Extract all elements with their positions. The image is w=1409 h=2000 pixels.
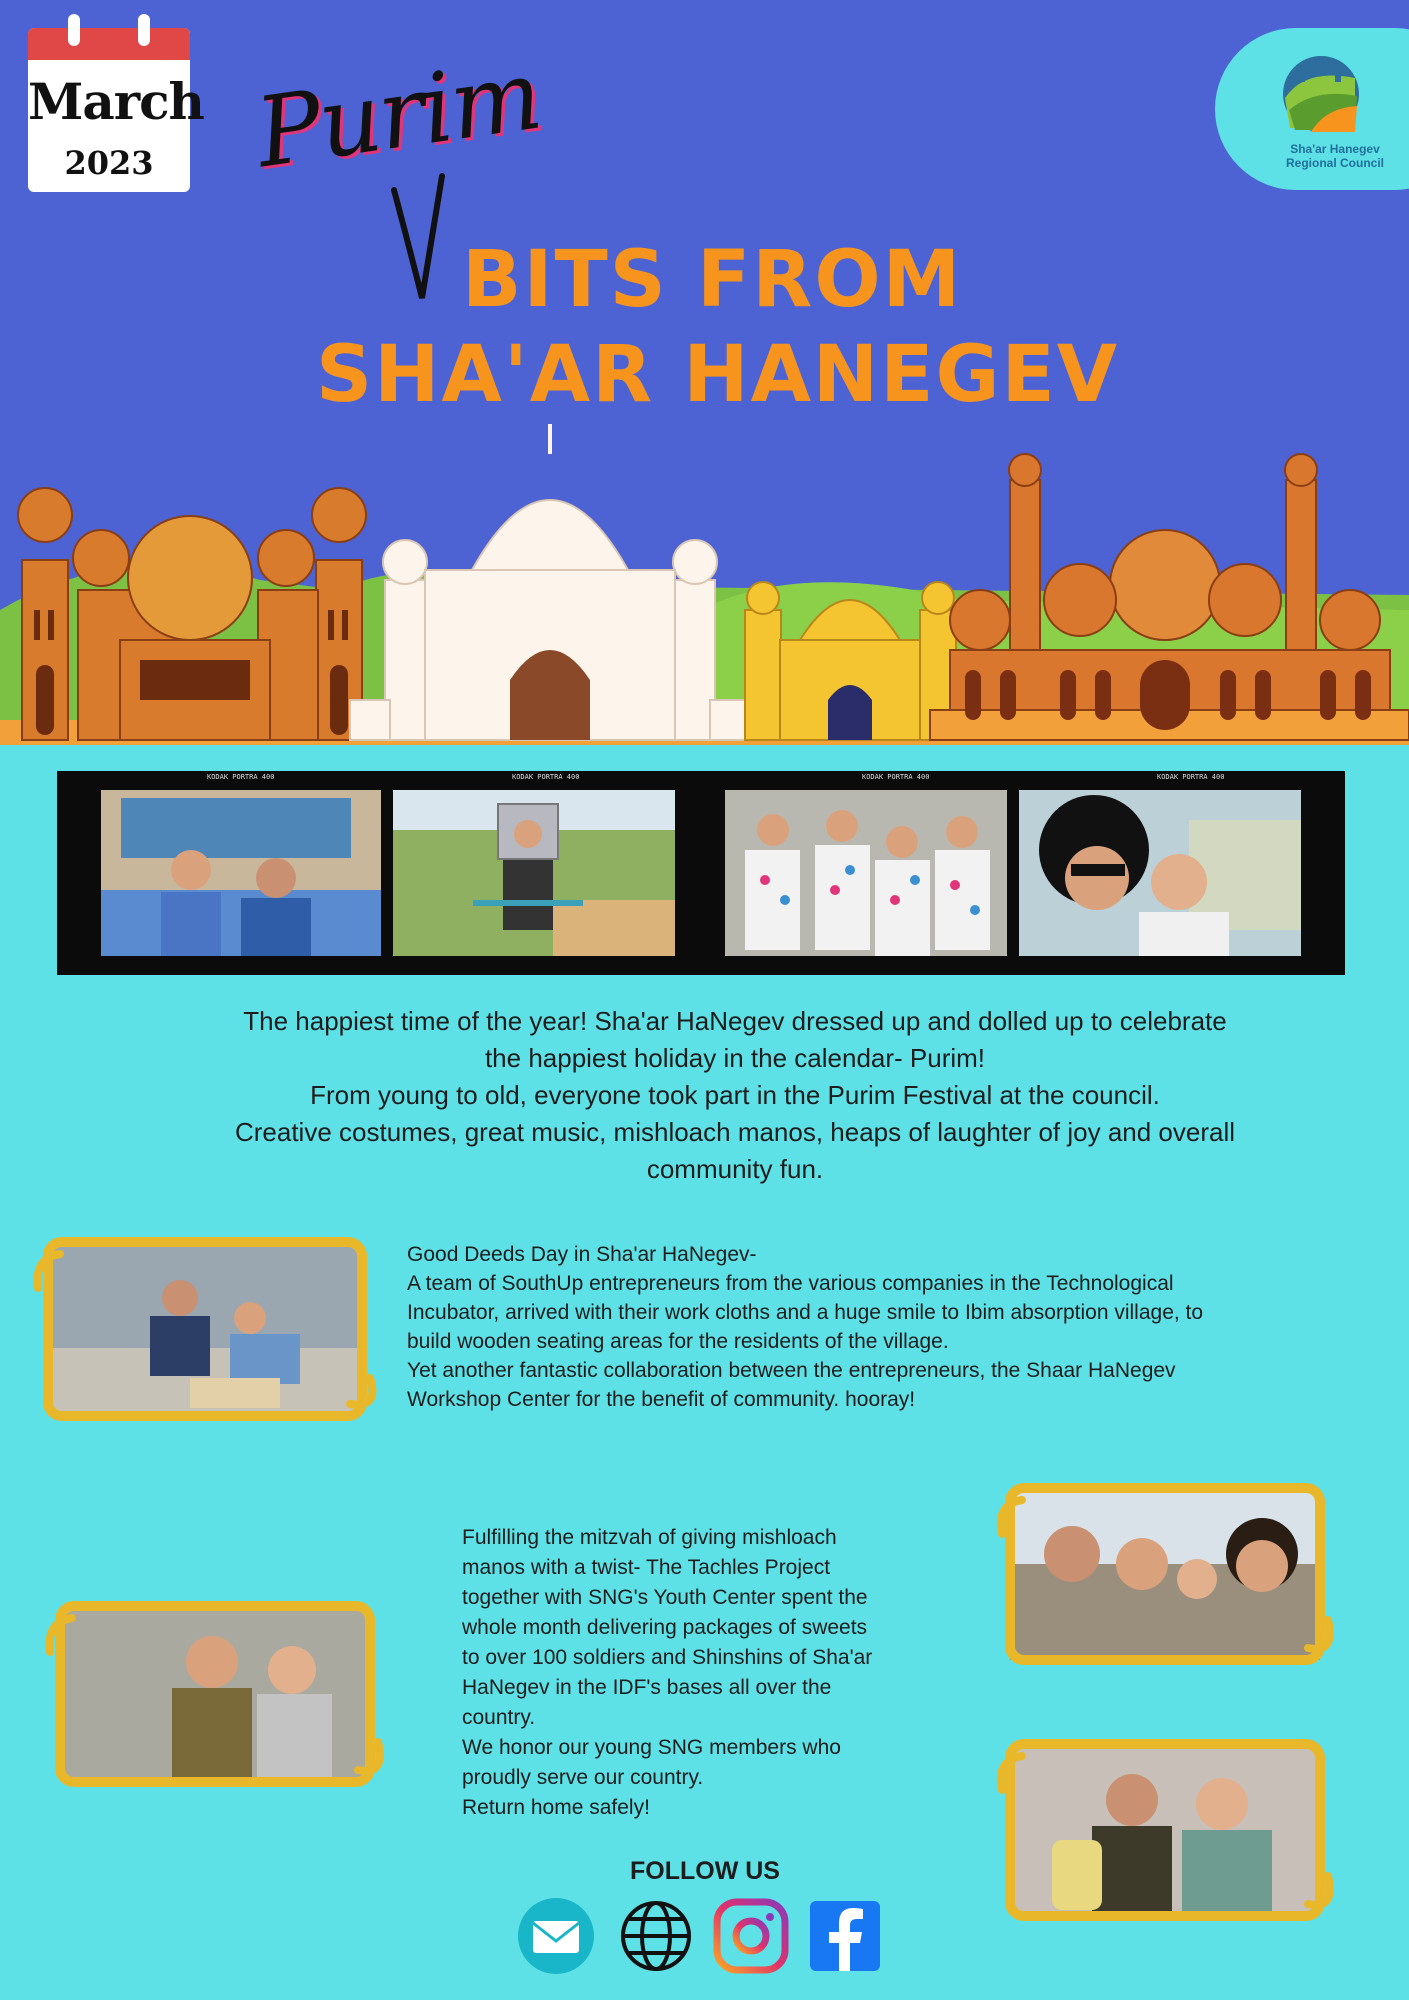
intro-line: the happiest holiday in the calendar- Purim! bbox=[484, 1043, 986, 1073]
film-label-1: KODAK PORTRA 400 bbox=[207, 773, 275, 781]
follow-us-label: FOLLOW US bbox=[630, 1857, 780, 1885]
mitzvah-line: We honor our young SNG members who bbox=[462, 1736, 841, 1759]
photo-group-smiles[interactable] bbox=[992, 1474, 1337, 1674]
photo-soldiers-packages[interactable] bbox=[42, 1592, 387, 1796]
photo-purim-costumes[interactable] bbox=[101, 790, 381, 956]
photo-painted-costumes[interactable] bbox=[725, 790, 1007, 956]
email-icon[interactable] bbox=[517, 1897, 595, 1975]
globe-icon[interactable] bbox=[617, 1897, 695, 1975]
purim-script: Purim bbox=[249, 38, 547, 190]
mitzvah-line: manos with a twist- The Tachles Project bbox=[462, 1556, 831, 1579]
title-line2: SHA'AR HANEGEV bbox=[316, 330, 1120, 420]
intro-line: The happiest time of the year! Sha'ar HaNegev dressed up and dolled up to celebrate bbox=[243, 1006, 1227, 1036]
mitzvah-line: Return home safely! bbox=[462, 1796, 650, 1819]
title-line1: BITS FROM bbox=[462, 235, 963, 325]
film-strip bbox=[57, 771, 1345, 975]
film-label-3: KODAK PORTRA 400 bbox=[862, 773, 930, 781]
calendar-month: March bbox=[28, 72, 204, 131]
insert-caret-icon bbox=[390, 170, 450, 310]
instagram-icon[interactable] bbox=[712, 1897, 790, 1975]
mitzvah-line: proudly serve our country. bbox=[462, 1766, 704, 1789]
skyline-illustration bbox=[0, 410, 1409, 745]
header-banner bbox=[0, 0, 1409, 745]
mitzvah-line: whole month delivering packages of sweets bbox=[462, 1616, 868, 1639]
facebook-icon[interactable] bbox=[806, 1897, 884, 1975]
film-label-2: KODAK PORTRA 400 bbox=[512, 773, 580, 781]
intro-line: From young to old, everyone took part in the Purim Festival at the council. bbox=[310, 1080, 1160, 1110]
good-deeds-line: Incubator, arrived with their work cloths and a huge smile to Ibim absorption village, to bbox=[407, 1301, 1204, 1324]
photo-gift-delivery[interactable] bbox=[992, 1730, 1337, 1930]
good-deeds-line: Workshop Center for the benefit of community. hooray! bbox=[407, 1388, 916, 1411]
film-label-4: KODAK PORTRA 400 bbox=[1157, 773, 1225, 781]
mitzvah-line: Fulfilling the mitzvah of giving mishloach bbox=[462, 1526, 837, 1549]
intro-text bbox=[120, 1003, 1350, 1188]
mitzvah-text bbox=[462, 1523, 942, 1823]
good-deeds-line: A team of SouthUp entrepreneurs from the various companies in the Technological bbox=[407, 1272, 1174, 1295]
mitzvah-line: HaNegev in the IDF's bases all over the bbox=[462, 1676, 832, 1699]
calendar-year: 2023 bbox=[64, 144, 154, 182]
logo-line1: Sha'ar Hanegev bbox=[1290, 142, 1380, 156]
mitzvah-line: together with SNG's Youth Center spent the bbox=[462, 1586, 868, 1609]
mitzvah-line: country. bbox=[462, 1706, 536, 1729]
photo-curly-wig[interactable] bbox=[1019, 790, 1301, 956]
mitzvah-line: to over 100 soldiers and Shinshins of Sha'ar bbox=[462, 1646, 873, 1669]
calendar-badge bbox=[28, 28, 204, 192]
council-logo[interactable] bbox=[1215, 28, 1409, 190]
good-deeds-line: Yet another fantastic collaboration between the entrepreneurs, the Shaar HaNegev bbox=[407, 1359, 1176, 1382]
good-deeds-line: build wooden seating areas for the residents of the village. bbox=[407, 1330, 949, 1353]
intro-line: community fun. bbox=[646, 1154, 824, 1184]
intro-line: Creative costumes, great music, mishloach manos, heaps of laughter of joy and overall bbox=[234, 1117, 1236, 1147]
photo-good-deeds[interactable] bbox=[30, 1228, 380, 1430]
good-deeds-text bbox=[407, 1240, 1387, 1414]
logo-line2: Regional Council bbox=[1285, 156, 1384, 170]
good-deeds-line: Good Deeds Day in Sha'ar HaNegev- bbox=[407, 1243, 757, 1266]
photo-robot-costume[interactable] bbox=[393, 790, 675, 956]
